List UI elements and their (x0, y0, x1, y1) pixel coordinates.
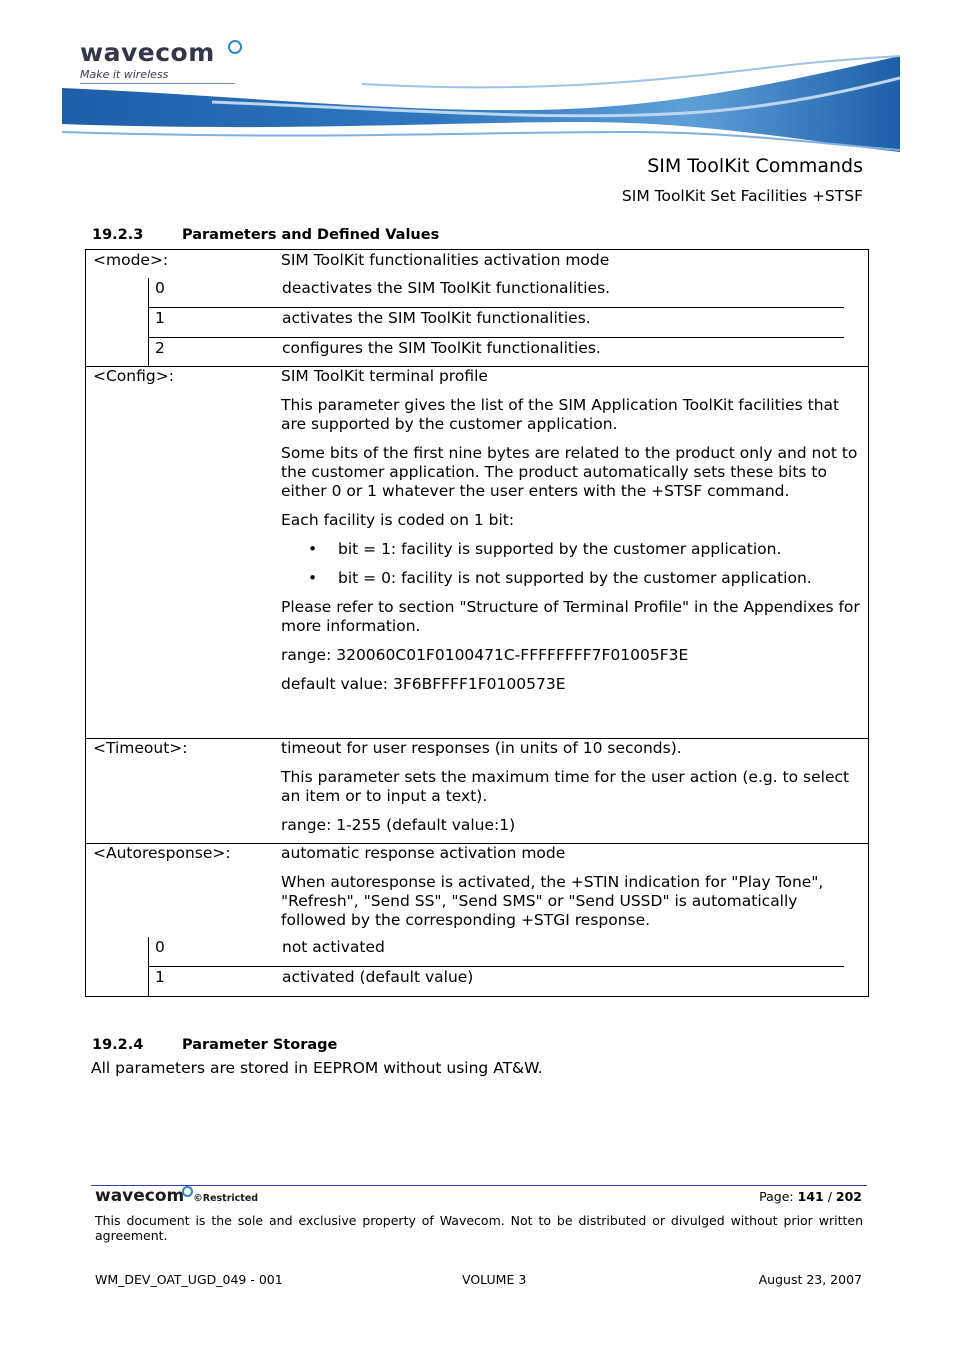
bullet-item (281, 569, 862, 588)
value-code: 1 (155, 309, 165, 327)
value-description: activated (default value) (282, 968, 474, 986)
bullet-icon: • (308, 540, 318, 558)
param-description: SIM ToolKit terminal profile (281, 367, 488, 385)
footer-logo-swirl-icon (182, 1186, 193, 1197)
config-range: range: 320060C01F0100471C-FFFFFFFF7F01005F3E (281, 646, 689, 664)
mode-values (148, 278, 868, 367)
footer-logo-wordmark: wavecom (95, 1186, 185, 1206)
param-name: <Config>: (93, 367, 174, 385)
value-code: 0 (155, 938, 165, 956)
param-name: <Autoresponse>: (93, 844, 231, 862)
page-total: 202 (835, 1189, 862, 1204)
value-description: activates the SIM ToolKit functionalities. (282, 309, 591, 327)
section-number: 19.2.4 (92, 1037, 144, 1053)
autoresponse-paragraph: When autoresponse is activated, the +STIN indication for "Play Tone", "Refresh", "Send SS", "Send SMS" or "Send USSD" is automatically followed by the corresponding +STGI response. (281, 873, 824, 929)
section-heading-params (92, 227, 439, 243)
value-row (149, 937, 844, 967)
timeout-range: range: 1-255 (default value:1) (281, 816, 516, 834)
bullet-icon: • (308, 569, 318, 587)
page-label: Page: (759, 1189, 794, 1204)
value-row (149, 278, 844, 308)
param-row-mode (86, 250, 868, 366)
page-separator: / (827, 1189, 832, 1204)
config-paragraph: Please refer to section "Structure of Terminal Profile" in the Appendixes for more information. (281, 598, 860, 635)
param-description: timeout for user responses (in units of 10 seconds). (281, 739, 682, 757)
bullet-text: bit = 0: facility is not supported by the customer application. (338, 569, 812, 587)
document-reference: WM_DEV_OAT_UGD_049 - 001 (95, 1272, 283, 1287)
parameters-table (85, 249, 869, 997)
value-description: deactivates the SIM ToolKit functionalities. (282, 279, 611, 297)
config-paragraph: This parameter gives the list of the SIM Application ToolKit facilities that are supported by the customer application. (281, 396, 840, 433)
confidentiality-notice: This document is the sole and exclusive property of Wavecom. Not to be distributed or divulged without prior written agreement. (95, 1213, 863, 1243)
section-number: 19.2.3 (92, 227, 144, 243)
value-row (149, 338, 844, 367)
page-number (759, 1189, 862, 1204)
param-row-autoresponse (86, 843, 868, 996)
param-description: SIM ToolKit functionalities activation mode (281, 251, 610, 269)
value-row (149, 967, 844, 996)
value-row (149, 308, 844, 338)
param-name: <mode>: (93, 251, 169, 269)
section-title: Parameter Storage (182, 1037, 338, 1053)
logo-tagline: Make it wireless (80, 68, 235, 84)
volume-label: VOLUME 3 (462, 1272, 527, 1287)
footer-logo (95, 1186, 258, 1206)
config-paragraph: Some bits of the first nine bytes are related to the product only and not to the customer application. The product automatically sets these bits to either 0 or 1 whatever the user enters with the +STSF command. (281, 444, 858, 500)
header-wave-banner (62, 52, 900, 157)
storage-paragraph: All parameters are stored in EEPROM without using AT&W. (91, 1059, 543, 1077)
logo-wordmark: wavecom (80, 38, 215, 67)
value-code: 1 (155, 968, 165, 986)
chapter-title: SIM ToolKit Commands (647, 155, 863, 177)
value-description: configures the SIM ToolKit functionalities. (282, 339, 601, 357)
param-description: automatic response activation mode (281, 844, 566, 862)
param-row-config (86, 366, 868, 738)
restricted-label: ©Restricted (193, 1193, 259, 1204)
value-code: 0 (155, 279, 165, 297)
page-current: 141 (797, 1189, 824, 1204)
config-paragraph: Each facility is coded on 1 bit: (281, 511, 515, 529)
param-name: <Timeout>: (93, 739, 188, 757)
bullet-text: bit = 1: facility is supported by the customer application. (338, 540, 782, 558)
value-description: not activated (282, 938, 385, 956)
autoresponse-values (148, 937, 868, 996)
config-default: default value: 3F6BFFFF1F0100573E (281, 675, 566, 693)
section-subtitle: SIM ToolKit Set Facilities +STSF (621, 187, 863, 205)
section-heading-storage (92, 1037, 337, 1053)
value-code: 2 (155, 339, 165, 357)
param-row-timeout (86, 738, 868, 843)
timeout-paragraph: This parameter sets the maximum time for the user action (e.g. to select an item or to input a text). (281, 768, 850, 805)
section-title: Parameters and Defined Values (182, 227, 440, 243)
bullet-item (281, 540, 862, 559)
document-date: August 23, 2007 (758, 1272, 862, 1287)
